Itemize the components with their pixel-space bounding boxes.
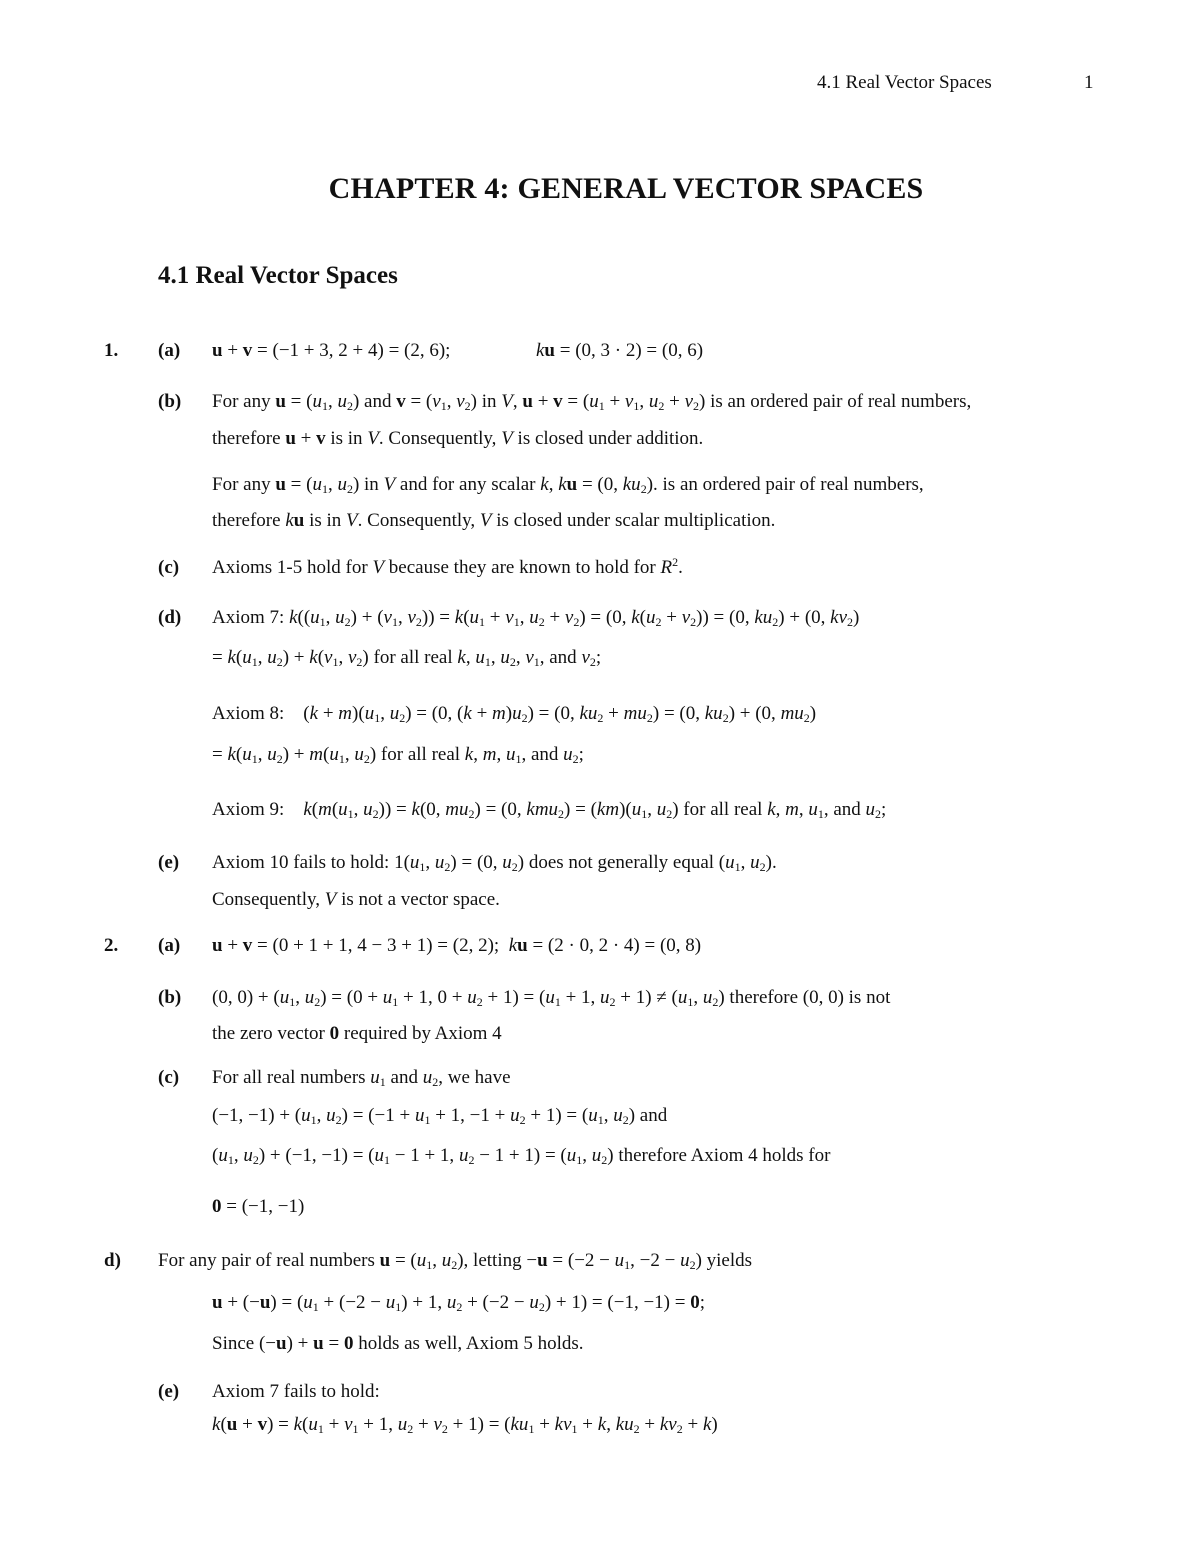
part-label: (a)	[158, 340, 181, 361]
part-line: Axiom 8: $(k + m)(u_1$, $u_2) = (0$, $(k + m)u_2) = (0$, $ku_2 + mu_2) = (0$, $ku_2) + (0$, $mu_2$)	[212, 703, 817, 725]
part-line: For all real numbers $u_1$ and $u_2$, we have	[212, 1067, 511, 1089]
part-line: Axiom 7 fails to hold:	[212, 1381, 380, 1402]
part-line: Axioms 1-5 hold for V because they are known to hold for $R^2$.	[212, 555, 683, 578]
part-label: d)	[104, 1250, 121, 1271]
part-line: (−1, $-1) + (u_1$, $u_2) = (-1 + u_1 + 1$, $-1 + u_2 + 1) = (u_1$, $u_2$) and	[212, 1105, 668, 1127]
part-line: Axiom 10 fails to hold: $1(u_1$, $u_2) = (0$, $u_2$) does not generally equal ($u_1$, $u_2$).	[212, 852, 777, 874]
part-line: = $k(u_1$, $u_2) + k(v_1$, $v_2$) for all real k, $u_1$, $u_2$, $v_1$, and $v_2$;	[212, 647, 602, 669]
part-label: (d)	[158, 607, 182, 628]
running-title: 4.1 Real Vector Spaces	[817, 72, 992, 93]
chapter-title: CHAPTER 4: GENERAL VECTOR SPACES	[328, 172, 924, 205]
part-line: therefore ku is in V. Consequently, V is closed under scalar multiplication.	[212, 510, 776, 531]
part-line: $u + (-u) = (u_1 + (-2 - u_1) + 1$, $u_2 + (-2 - u_2) + 1) = (-1$, −1) = 0;	[212, 1292, 705, 1314]
part-label: (e)	[158, 1381, 180, 1402]
part-line: therefore u + v is in V. Consequently, V is closed under addition.	[212, 428, 704, 449]
page-number: 1	[1084, 72, 1094, 93]
part-label: (a)	[158, 935, 181, 956]
part-line: Axiom 7: $k((u_1$, $u_2) + (v_1$, $v_2)) = k(u_1 + v_1$, $u_2 + v_2) = (0$, $k(u_2 + v_2)) = (0$, $ku_2) + (0$, $kv_2$)	[212, 607, 860, 629]
part-line: u + v = (0 + 1 + 1, 4 − 3 + 1) = (2, 2); ku = (2 · 0, 2 · 4) = (0, 8)	[212, 935, 702, 956]
part-line: Since (−u) + u = 0 holds as well, Axiom 5 holds.	[212, 1333, 584, 1354]
part-line: u + v = (−1 + 3, 2 + 4) = (2, 6); ku = (0, 3 · 2) = (0, 6)	[212, 340, 704, 361]
part-line: the zero vector 0 required by Axiom 4	[212, 1023, 502, 1044]
part-line: For any pair of real numbers $u = (u_1$, $u_2$), letting $-u = (-2 - u_1$, $-2 - u_2$) yields	[158, 1250, 753, 1272]
part-line: 0 = (−1, −1)	[212, 1196, 305, 1217]
part-label: (c)	[158, 1067, 180, 1088]
part-label: (b)	[158, 987, 182, 1008]
problem-number: 2.	[104, 935, 119, 956]
part-line: For any $u = (u_1$, $u_2$) in V and for any scalar k, ku = (0, $ku_2$). is an ordered pair of real numbers,	[212, 474, 924, 496]
part-line: $k(u + v) = k(u_1 + v_1 + 1$, $u_2 + v_2 + 1) = (ku_1 + kv_1 + k$, $ku_2 + kv_2 + k$)	[212, 1414, 718, 1436]
part-line: = $k(u_1$, $u_2) + m(u_1$, $u_2$) for all real k, m, $u_1$, and $u_2$;	[212, 744, 584, 766]
part-line: (0, $0) + (u_1$, $u_2) = (0 + u_1 + 1$, $0 + u_2 + 1) = (u_1 + 1$, $u_2 + 1) \ne (u_1$, $u_2$) therefore (0, 0) is not	[212, 987, 891, 1009]
part-line: For any $u = (u_1$, $u_2$) and $v = (v_1$, $v_2$) in V, $u + v = (u_1 + v_1$, $u_2 + v_2$) is an ordered pair of real numbers,	[212, 391, 972, 413]
part-label: (c)	[158, 557, 180, 578]
part-label: (e)	[158, 852, 180, 873]
part-line: Consequently, V is not a vector space.	[212, 889, 500, 910]
part-label: (b)	[158, 391, 182, 412]
section-title: 4.1 Real Vector Spaces	[158, 262, 398, 289]
part-line: Axiom 9: $k(m(u_1$, $u_2)) = k(0$, $mu_2) = (0$, $kmu_2) = (km)(u_1$, $u_2$) for all real k, m, $u_1$, and $u_2$;	[212, 799, 887, 821]
problem-number: 1.	[104, 340, 119, 361]
part-line: ($u_1$, $u_2) + (-1$, $-1) = (u_1 - 1 + 1$, $u_2 - 1 + 1) = (u_1$, $u_2$) therefore Axiom 4 holds for	[212, 1145, 831, 1167]
